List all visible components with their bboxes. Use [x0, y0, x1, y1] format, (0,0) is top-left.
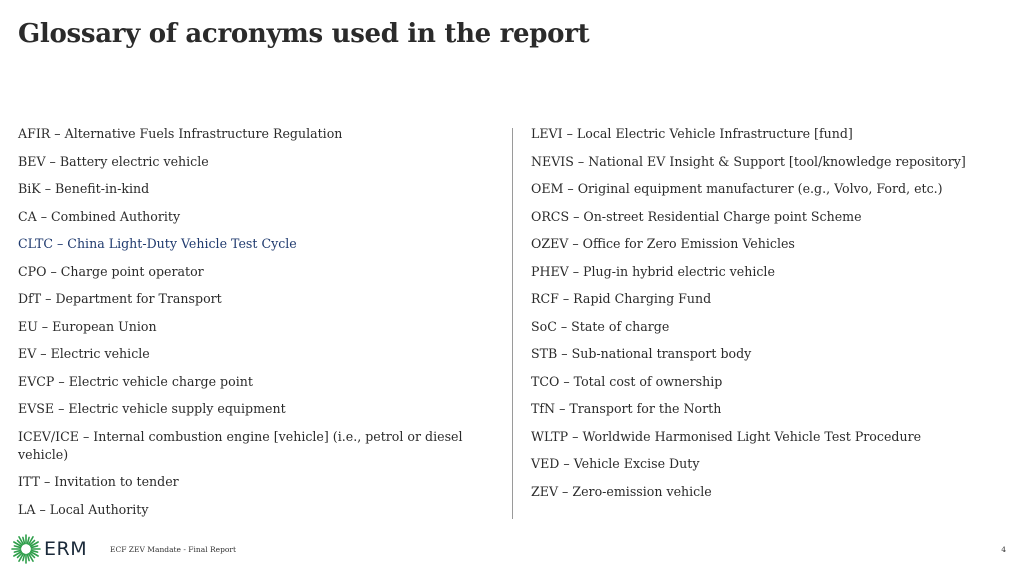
- glossary-item: ZEV – Zero-emission vehicle: [531, 483, 712, 499]
- glossary-item: EV – Electric vehicle: [18, 346, 150, 361]
- page-title: Glossary of acronyms used in the report: [18, 19, 590, 49]
- glossary-item: TCO – Total cost of ownership: [531, 373, 723, 389]
- glossary-item: EVCP – Electric vehicle charge point: [18, 373, 253, 389]
- glossary-item: AFIR – Alternative Fuels Infrastructure Regulation: [18, 126, 343, 141]
- glossary-item: DfT – Department for Transport: [18, 291, 222, 306]
- glossary-item: CPO – Charge point operator: [18, 263, 204, 279]
- glossary-item: LA – Local Authority: [18, 501, 149, 517]
- glossary-item: RCF – Rapid Charging Fund: [531, 291, 712, 306]
- glossary-item: WLTP – Worldwide Harmonised Light Vehicle Test Procedure: [531, 428, 922, 444]
- erm-logo: [11, 534, 87, 564]
- glossary-item: NEVIS – National EV Insight & Support [tool/knowledge repository]: [531, 153, 966, 169]
- glossary-item: CLTC – China Light-Duty Vehicle Test Cycle: [18, 236, 297, 251]
- glossary-item: OEM – Original equipment manufacturer (e.g., Volvo, Ford, etc.): [531, 181, 943, 196]
- glossary-item: PHEV – Plug-in hybrid electric vehicle: [531, 263, 775, 279]
- glossary-item: SoC – State of charge: [531, 318, 670, 334]
- column-divider: [512, 128, 513, 519]
- glossary-right-column: [531, 125, 1011, 510]
- glossary-item: ICEV/ICE – Internal combustion engine [vehicle] (i.e., petrol or diesel vehicle): [18, 428, 463, 462]
- glossary-item: STB – Sub-national transport body: [531, 346, 752, 361]
- glossary-item: EVSE – Electric vehicle supply equipment: [18, 401, 286, 416]
- glossary-item: LEVI – Local Electric Vehicle Infrastructure [fund]: [531, 126, 853, 141]
- logo-text: ERM: [44, 538, 88, 560]
- glossary-item: ORCS – On-street Residential Charge point Scheme: [531, 208, 862, 224]
- glossary-item: VED – Vehicle Excise Duty: [531, 456, 700, 471]
- glossary-item: CA – Combined Authority: [18, 208, 181, 224]
- glossary-item: EU – European Union: [18, 318, 157, 334]
- glossary-item: TfN – Transport for the North: [531, 401, 722, 416]
- glossary-item: BiK – Benefit-in-kind: [18, 181, 150, 196]
- glossary-item: BEV – Battery electric vehicle: [18, 153, 209, 169]
- glossary-item: OZEV – Office for Zero Emission Vehicles: [531, 236, 795, 251]
- erm-sunburst-logo-icon: [11, 534, 41, 564]
- glossary-left-column: [18, 125, 488, 528]
- glossary-item: ITT – Invitation to tender: [18, 474, 179, 489]
- page-number: 4: [1001, 545, 1006, 554]
- report-name: ECF ZEV Mandate - Final Report: [110, 545, 236, 554]
